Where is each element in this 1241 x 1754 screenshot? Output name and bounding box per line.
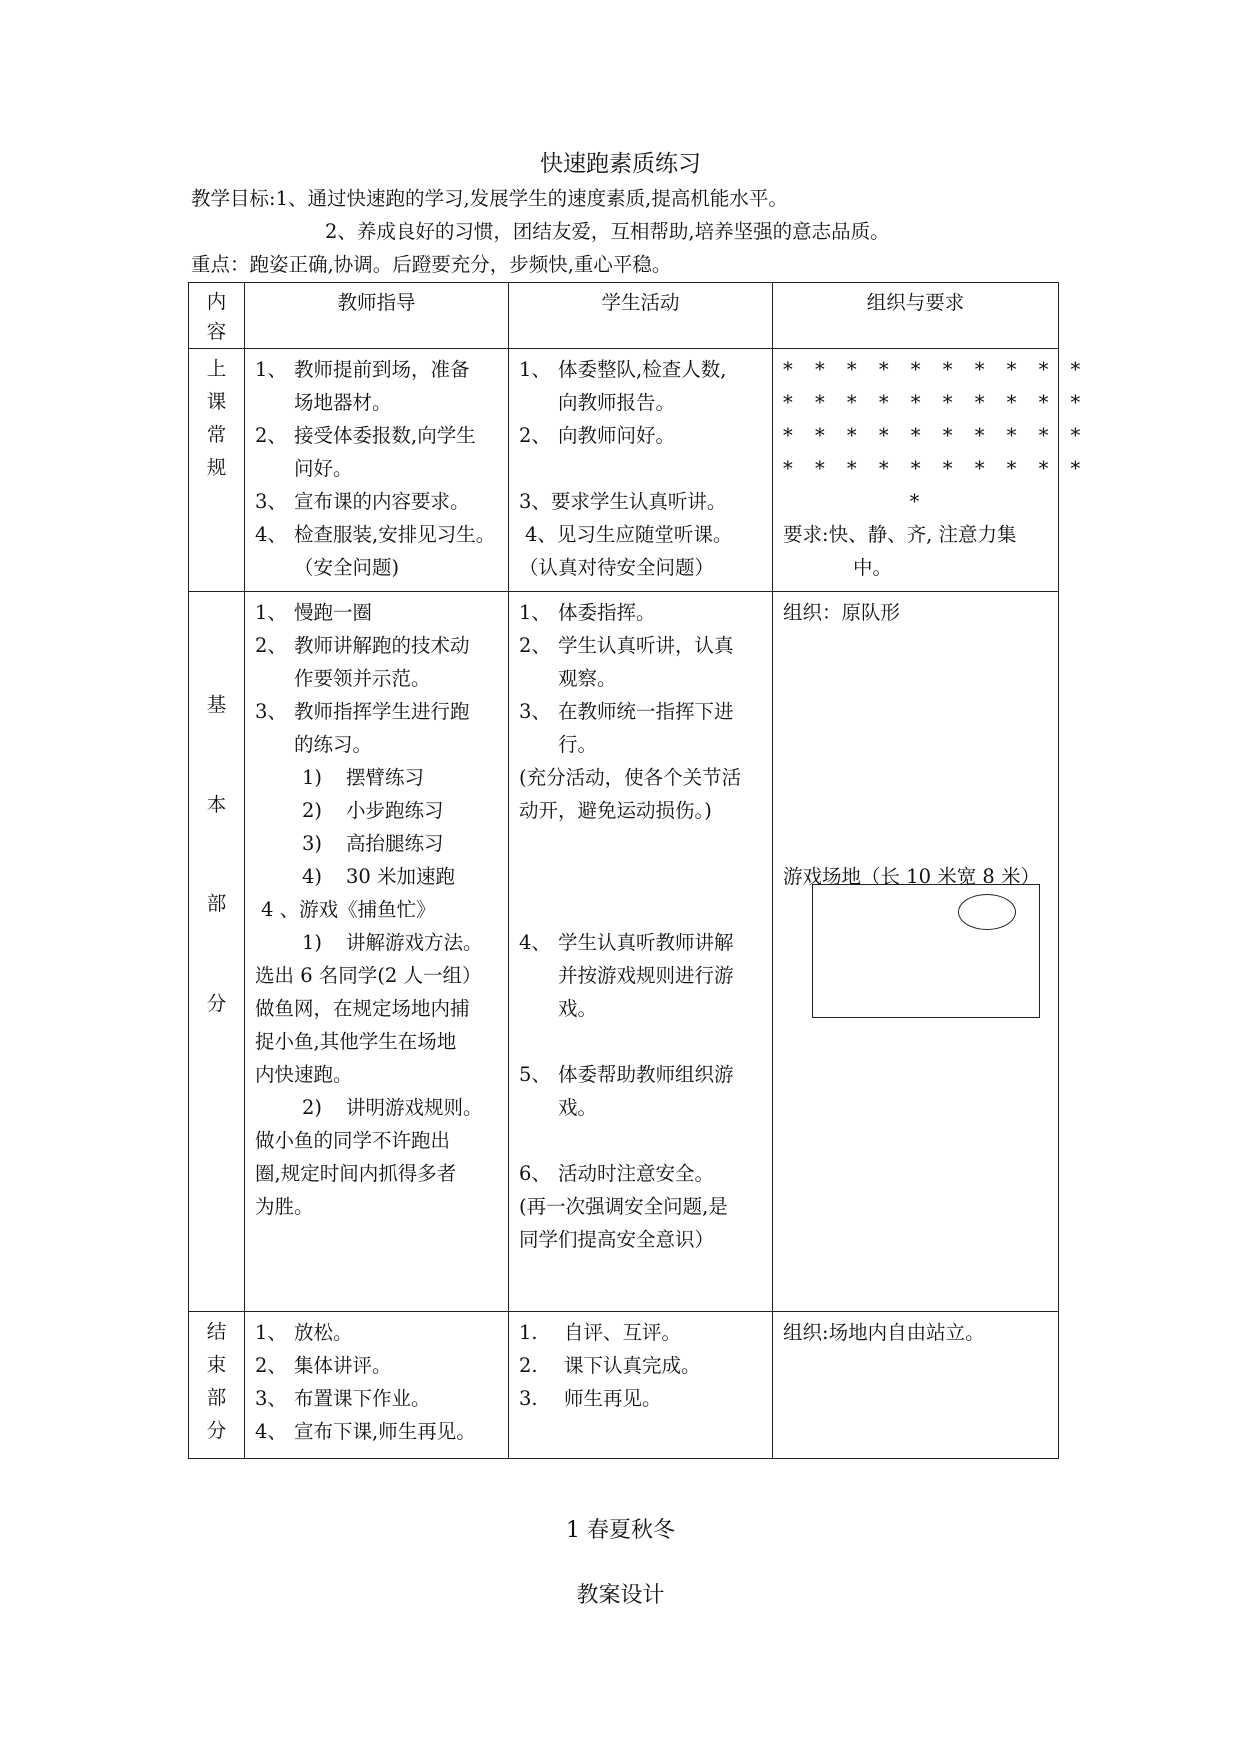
header-organization: 组织与要求 xyxy=(773,283,1059,349)
fish-circle-shape xyxy=(958,894,1016,930)
main-student: 1、 体委指挥。 2、 学生认真听讲，认真 观察。 3、 在教师统一指挥下进 行。 (充分活动，使各个关节活 动开，避免运动损伤。) 4、 学生认真听教师讲解 并按游戏规则进行游 戏。 5、 体委帮助教师组织游 戏。 6、 活动时注意安全。 (再一次强调安全问题,是 同学们提高安全意识） xyxy=(509,592,773,1312)
table-header-row xyxy=(189,283,1059,349)
formation-row: * * * * * * * * * * xyxy=(783,391,1089,414)
footer-subtitle: 教案设计 xyxy=(576,1583,665,1608)
main-organization: 组织：原队形 游戏场地（长 10 米宽 8 米） xyxy=(773,592,1059,1312)
end-teacher: 1、 放松。 2、 集体讲评。 3、 布置课下作业。 4、 宣布下课,师生再见。 xyxy=(245,1312,509,1459)
formation-row: * * * * * * * * * * xyxy=(783,358,1089,381)
header-student: 学生活动 xyxy=(509,283,773,349)
teaching-goal-1: 教学目标:1、通过快速跑的学习,发展学生的速度素质,提高机能水平。 xyxy=(191,187,788,210)
header-content: 内 容 xyxy=(189,283,245,349)
header-teacher: 教师指导 xyxy=(245,283,509,349)
routine-teacher: 1、 教师提前到场，准备 场地器材。 2、 接受体委报数,向学生 问好。 3、 宣布课的内容要求。 4、 检查服装,安排见习生。 （安全问题) xyxy=(245,349,509,592)
end-organization: 组织:场地内自由站立。 xyxy=(773,1312,1059,1459)
section-label-routine: 上 课 常 规 xyxy=(189,349,245,592)
section-end xyxy=(189,1312,1059,1459)
section-label-main: 基 本 部 分 xyxy=(189,592,245,1312)
page-title: 快速跑素质练习 xyxy=(540,151,701,177)
routine-student: 1、 体委整队,检查人数, 向教师报告。 2、 向教师问好。 3、要求学生认真听讲。 4、见习生应随堂听课。 （认真对待安全问题） xyxy=(509,349,773,592)
teaching-goal-2: 2、养成良好的习惯，团结友爱，互相帮助,培养坚强的意志品质。 xyxy=(325,220,890,243)
formation-row: * * * * * * * * * * xyxy=(783,424,1089,447)
end-student: 1. 自评、互评。 2. 课下认真完成。 3. 师生再见。 xyxy=(509,1312,773,1459)
footer-title: 1 春夏秋冬 xyxy=(566,1518,675,1543)
lesson-plan-table xyxy=(188,282,1089,1459)
formation-teacher: * xyxy=(909,490,928,513)
main-teacher: 1、 慢跑一圈 2、 教师讲解跑的技术动 作要领并示范。 3、 教师指挥学生进行跑 的练习。 1) 摆臂练习 2) 小步跑练习 3) 高抬腿练习 4) 30 米加速跑 4 、游戏《捕鱼忙》 1) 讲解游戏方法。 选出 6 名同学(2 人一组） 做鱼网，在规定场地内捕 捉小鱼,其他学生在场地 内快速跑。 2) 讲明游戏规则。 做小鱼的同学不许跑出 圈,规定时间内抓得多者 为胜。 xyxy=(245,592,509,1312)
routine-organization: * * * * * * * * * * * * * * * * * * * * * * * * * * * * * * * * * * * * * * * * * 要求:快、静、齐, 注意力集 中。 xyxy=(773,349,1059,592)
key-point: 重点：跑姿正确,协调。后蹬要充分，步频快,重心平稳。 xyxy=(191,253,672,276)
section-label-end: 结 束 部 分 xyxy=(189,1312,245,1459)
formation-row: * * * * * * * * * * xyxy=(783,457,1089,480)
section-routine xyxy=(189,349,1059,592)
